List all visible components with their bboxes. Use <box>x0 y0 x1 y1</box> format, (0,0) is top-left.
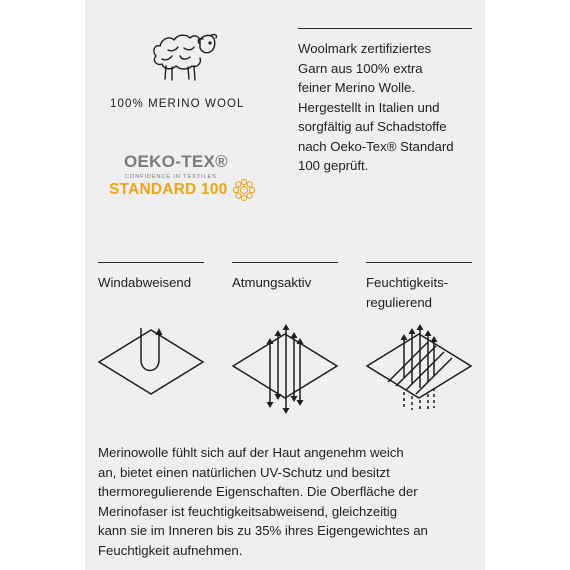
description-line: kann sie im Inneren bis zu 35% ihres Eigengewichtes an <box>98 523 428 538</box>
feature-divider-windproof <box>98 262 204 263</box>
feature-label: Feuchtigkeits- <box>366 275 449 290</box>
intro-divider <box>298 28 472 29</box>
oekotex-flower-icon <box>231 177 257 203</box>
intro-line: sorgfältig auf Schadstoffe <box>298 119 447 134</box>
moisture-regulating-icon <box>364 322 474 412</box>
intro-text <box>298 39 484 176</box>
breathable-icon <box>230 322 340 412</box>
description-line: Merinofaser ist feuchtigkeitsabweisend, gleichzeitig <box>98 503 398 519</box>
wind-resistant-icon <box>96 320 206 410</box>
merino-wool-label: 100% MERINO WOOL <box>110 98 245 110</box>
description-line: thermoregulierende Eigenschaften. Die Oberfläche der <box>98 484 418 499</box>
feature-label: Atmungsaktiv <box>232 275 312 290</box>
feature-moisture <box>366 273 486 312</box>
oekotex-standard: STANDARD 100 <box>109 181 228 198</box>
intro-line: nach Oeko-Tex® Standard <box>298 138 454 154</box>
intro-line: Hergestellt in Italien und <box>298 99 440 115</box>
oekotex-tagline: CONFIDENCE IN TEXTILES <box>125 174 217 180</box>
intro-line: Garn aus 100% extra <box>298 60 423 76</box>
feature-divider-moisture <box>366 262 472 263</box>
intro-line: 100 geprüft. <box>298 158 369 173</box>
feature-label: regulierend <box>366 294 432 310</box>
feature-breathable <box>232 273 352 293</box>
oekotex-title: OEKO-TEX® <box>124 152 229 171</box>
description-line: an, bietet einen natürlichen UV-Schutz und besitzt <box>98 464 390 480</box>
description-line: Merinowolle fühlt sich auf der Haut angenehm weich <box>98 445 404 460</box>
feature-divider-breathable <box>232 262 338 263</box>
feature-label: Windabweisend <box>98 275 192 290</box>
intro-line: feiner Merino Wolle. <box>298 80 416 95</box>
description-text <box>98 443 482 560</box>
feature-windproof <box>98 273 218 293</box>
description-line: Feuchtigkeit aufnehmen. <box>98 542 243 558</box>
intro-line: Woolmark zertifiziertes <box>298 41 432 56</box>
sheep-icon <box>148 26 222 84</box>
